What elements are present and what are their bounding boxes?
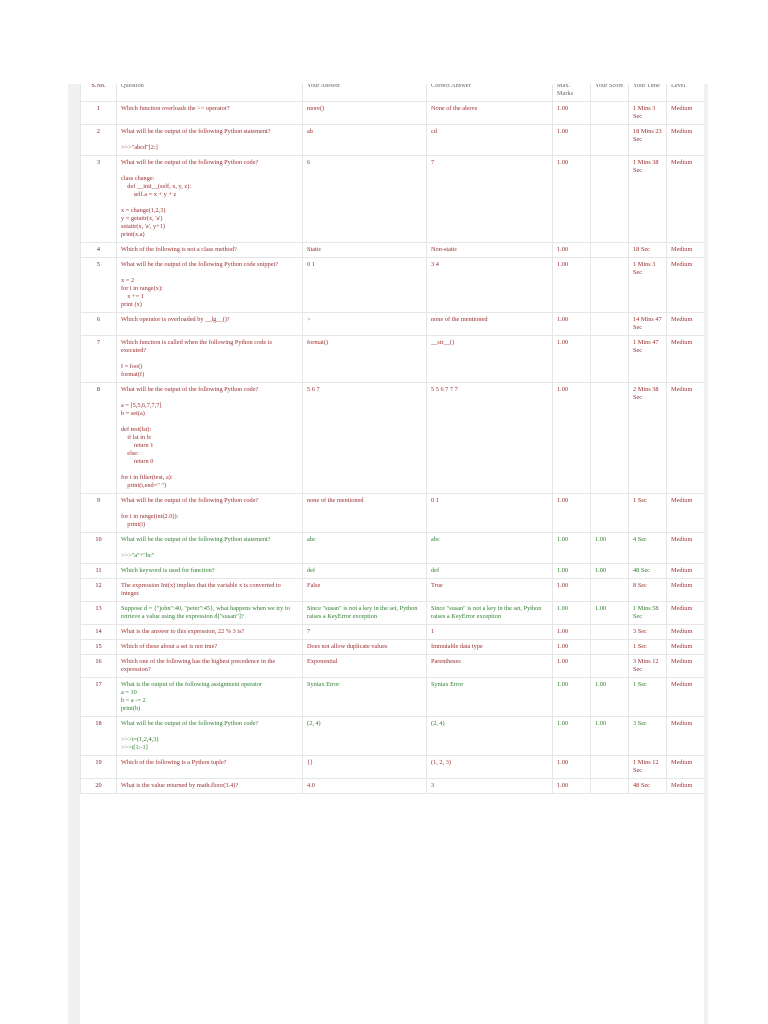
cell-your-time: 48 Sec — [629, 779, 667, 794]
cell-your-answer: Since "susan" is not a key in the set, Python raises a KeyError exception — [303, 602, 427, 625]
cell-your-score — [591, 640, 629, 655]
cell-question: What is the answer to this expression, 22 % 3 is? — [117, 625, 303, 640]
cell-question: What is the output of the following assignment operator a = 10 b = a -= 2 print(b) — [117, 678, 303, 717]
cell-correct-answer: cd — [427, 125, 553, 156]
cell-your-time: 3 Sec — [629, 717, 667, 756]
cell-max-marks: 1.00 — [553, 655, 591, 678]
header-your-score: Your Score — [591, 84, 629, 102]
cell-your-answer: more() — [303, 102, 427, 125]
cell-max-marks: 1.00 — [553, 243, 591, 258]
cell-your-time: 1 Sec — [629, 678, 667, 717]
cell-correct-answer: 5 5 6 7 7 7 — [427, 383, 553, 494]
cell-level: Medium — [667, 717, 705, 756]
cell-level: Medium — [667, 625, 705, 640]
cell-your-time: 3 Mins 12 Sec — [629, 655, 667, 678]
cell-level: Medium — [667, 533, 705, 564]
top-blank-area — [0, 0, 768, 84]
cell-sno: 19 — [81, 756, 117, 779]
cell-question: Which function is called when the following Python code is executed? f = foo() format(f) — [117, 336, 303, 383]
table-row — [81, 336, 705, 383]
cell-level: Medium — [667, 602, 705, 625]
cell-correct-answer: Since "susan" is not a key in the set, Python raises a KeyError exception — [427, 602, 553, 625]
cell-your-score: 1.00 — [591, 678, 629, 717]
cell-your-score — [591, 756, 629, 779]
header-question: Question — [117, 84, 303, 102]
cell-your-score: 1.00 — [591, 564, 629, 579]
cell-max-marks: 1.00 — [553, 258, 591, 313]
table-row — [81, 125, 705, 156]
cell-your-score — [591, 625, 629, 640]
table-row — [81, 156, 705, 243]
cell-question: Which of the following is a Python tuple? — [117, 756, 303, 779]
cell-your-score — [591, 156, 629, 243]
cell-max-marks: 1.00 — [553, 678, 591, 717]
cell-question: Which keyword is used for function? — [117, 564, 303, 579]
cell-your-answer: none of the mentioned — [303, 494, 427, 533]
cell-your-score — [591, 243, 629, 258]
cell-correct-answer: Non-static — [427, 243, 553, 258]
cell-your-time: 1 Mins 47 Sec — [629, 336, 667, 383]
cell-sno: 10 — [81, 533, 117, 564]
cell-your-score — [591, 779, 629, 794]
cell-max-marks: 1.00 — [553, 533, 591, 564]
table-row — [81, 564, 705, 579]
cell-level: Medium — [667, 579, 705, 602]
cell-your-answer: > — [303, 313, 427, 336]
cell-your-score — [591, 102, 629, 125]
cell-sno: 17 — [81, 678, 117, 717]
cell-max-marks: 1.00 — [553, 717, 591, 756]
cell-your-score — [591, 336, 629, 383]
header-your-time: Your Time — [629, 84, 667, 102]
cell-max-marks: 1.00 — [553, 336, 591, 383]
cell-question: Which one of the following has the highest precedence in the expression? — [117, 655, 303, 678]
cell-level: Medium — [667, 655, 705, 678]
cell-level: Medium — [667, 258, 705, 313]
cell-level: Medium — [667, 243, 705, 258]
cell-max-marks: 1.00 — [553, 640, 591, 655]
table-row — [81, 655, 705, 678]
cell-question: What will be the output of the following Python code? >>>t=(1,2,4,3) >>>t[1:-1] — [117, 717, 303, 756]
cell-correct-answer: __str__() — [427, 336, 553, 383]
table-row — [81, 602, 705, 625]
cell-correct-answer: Syntax Error — [427, 678, 553, 717]
cell-your-time: 48 Sec — [629, 564, 667, 579]
header-max-marks: Max. Marks — [553, 84, 591, 102]
cell-your-time: 18 Mins 23 Sec — [629, 125, 667, 156]
table-row — [81, 678, 705, 717]
cell-level: Medium — [667, 313, 705, 336]
cell-correct-answer: None of the above — [427, 102, 553, 125]
header-correct-answer: Correct Answer — [427, 84, 553, 102]
cell-your-answer: 5 6 7 — [303, 383, 427, 494]
cell-your-score — [591, 383, 629, 494]
cell-your-score: 1.00 — [591, 717, 629, 756]
table-row — [81, 383, 705, 494]
cell-question: What will be the output of the following Python code? for i in range(int(2.0)): print(i) — [117, 494, 303, 533]
cell-your-time: 1 Mins 3 Sec — [629, 258, 667, 313]
table-row — [81, 779, 705, 794]
cell-your-answer: format() — [303, 336, 427, 383]
cell-your-time: 1 Mins 3 Sec — [629, 102, 667, 125]
cell-sno: 3 — [81, 156, 117, 243]
cell-your-answer: 6 — [303, 156, 427, 243]
cell-max-marks: 1.00 — [553, 602, 591, 625]
header-level: Level — [667, 84, 705, 102]
cell-your-answer: Exponential — [303, 655, 427, 678]
results-sheet — [80, 84, 704, 1024]
cell-max-marks: 1.00 — [553, 779, 591, 794]
cell-correct-answer: (1, 2, 3) — [427, 756, 553, 779]
cell-your-time: 2 Mins 38 Sec — [629, 383, 667, 494]
cell-question: Which of the following is not a class method? — [117, 243, 303, 258]
cell-level: Medium — [667, 779, 705, 794]
cell-correct-answer: 1 — [427, 625, 553, 640]
cell-sno: 1 — [81, 102, 117, 125]
cell-max-marks: 1.00 — [553, 156, 591, 243]
table-body — [81, 102, 705, 794]
cell-your-answer: 7 — [303, 625, 427, 640]
table-row — [81, 313, 705, 336]
cell-your-answer: ab — [303, 125, 427, 156]
cell-correct-answer: (2, 4) — [427, 717, 553, 756]
cell-correct-answer: 3 — [427, 779, 553, 794]
cell-correct-answer: True — [427, 579, 553, 602]
cell-level: Medium — [667, 336, 705, 383]
cell-sno: 5 — [81, 258, 117, 313]
cell-your-answer: def — [303, 564, 427, 579]
cell-sno: 13 — [81, 602, 117, 625]
cell-your-score — [591, 579, 629, 602]
cell-your-score — [591, 655, 629, 678]
cell-sno: 15 — [81, 640, 117, 655]
cell-question: Suppose d = {"john":40, "peter":45}, what happens when we try to retrieve a value using the expression d["susan"]? — [117, 602, 303, 625]
cell-question: What is the value returned by math.floor(3.4)? — [117, 779, 303, 794]
cell-your-answer: (2, 4) — [303, 717, 427, 756]
cell-level: Medium — [667, 125, 705, 156]
cell-your-time: 3 Sec — [629, 625, 667, 640]
cell-your-time: 14 Mins 47 Sec — [629, 313, 667, 336]
cell-question: What will be the output of the following Python code snippet? x = 2 for i in range(x): x += 1 print (x) — [117, 258, 303, 313]
cell-your-time: 18 Sec — [629, 243, 667, 258]
cell-your-score: 1.00 — [591, 602, 629, 625]
cell-question: Which operator is overloaded by __lg__()? — [117, 313, 303, 336]
cell-sno: 4 — [81, 243, 117, 258]
cell-max-marks: 1.00 — [553, 313, 591, 336]
cell-correct-answer: 7 — [427, 156, 553, 243]
cell-max-marks: 1.00 — [553, 494, 591, 533]
cell-max-marks: 1.00 — [553, 579, 591, 602]
table-row — [81, 102, 705, 125]
cell-your-time: 1 Mins 12 Sec — [629, 756, 667, 779]
cell-your-score: 1.00 — [591, 533, 629, 564]
cell-your-time: 1 Sec — [629, 640, 667, 655]
cell-max-marks: 1.00 — [553, 102, 591, 125]
table-row — [81, 717, 705, 756]
cell-your-answer: Syntax Error — [303, 678, 427, 717]
cell-question: Which function overloads the >> operator? — [117, 102, 303, 125]
cell-your-time: 1 Mins 38 Sec — [629, 156, 667, 243]
cell-level: Medium — [667, 494, 705, 533]
table-row — [81, 756, 705, 779]
table-row — [81, 258, 705, 313]
table-row — [81, 625, 705, 640]
cell-question: What will be the output of the following Python code? class change: def __init__(self, x, y, z): self.a = x + y + z x = change(1,2,3) y = getattr(x, 'a') setattr(x, 'a', y+1) print(x.a) — [117, 156, 303, 243]
cell-sno: 11 — [81, 564, 117, 579]
header-your-answer: Your Answer — [303, 84, 427, 102]
cell-your-score — [591, 125, 629, 156]
cell-sno: 7 — [81, 336, 117, 383]
cell-max-marks: 1.00 — [553, 383, 591, 494]
cell-max-marks: 1.00 — [553, 125, 591, 156]
cell-sno: 18 — [81, 717, 117, 756]
cell-level: Medium — [667, 640, 705, 655]
cell-correct-answer: Immutable data type — [427, 640, 553, 655]
cell-sno: 20 — [81, 779, 117, 794]
cell-level: Medium — [667, 678, 705, 717]
table-row — [81, 533, 705, 564]
cell-level: Medium — [667, 102, 705, 125]
cell-sno: 8 — [81, 383, 117, 494]
table-row — [81, 579, 705, 602]
cell-your-score — [591, 258, 629, 313]
cell-max-marks: 1.00 — [553, 756, 591, 779]
cell-your-time: 1 Mins 58 Sec — [629, 602, 667, 625]
cell-max-marks: 1.00 — [553, 625, 591, 640]
cell-correct-answer: Parentheses — [427, 655, 553, 678]
table-row — [81, 494, 705, 533]
cell-your-answer: False — [303, 579, 427, 602]
cell-level: Medium — [667, 383, 705, 494]
cell-your-answer: 4.0 — [303, 779, 427, 794]
cell-correct-answer: 0 1 — [427, 494, 553, 533]
cell-question: What will be the output of the following Python statement? >>>"a"+"bc" — [117, 533, 303, 564]
cell-your-time: 4 Sec — [629, 533, 667, 564]
cell-sno: 2 — [81, 125, 117, 156]
cell-question: Which of these about a set is not true? — [117, 640, 303, 655]
header-row — [81, 84, 705, 102]
header-sno: S.No. — [81, 84, 117, 102]
cell-correct-answer: abc — [427, 533, 553, 564]
cell-your-answer: Does not allow duplicate values — [303, 640, 427, 655]
cell-question: What will be the output of the following Python code? a = [5,5,6,7,7,7] b = set(a) def test(lst): if lst in b: return 1 else: return 0 for i in filter(test, a): print(i,end=" ") — [117, 383, 303, 494]
cell-level: Medium — [667, 756, 705, 779]
cell-level: Medium — [667, 564, 705, 579]
cell-max-marks: 1.00 — [553, 564, 591, 579]
cell-correct-answer: def — [427, 564, 553, 579]
cell-sno: 6 — [81, 313, 117, 336]
table-row — [81, 640, 705, 655]
cell-your-score — [591, 313, 629, 336]
table-header — [81, 84, 705, 102]
cell-sno: 16 — [81, 655, 117, 678]
cell-your-answer: abc — [303, 533, 427, 564]
cell-your-answer: {} — [303, 756, 427, 779]
cell-your-answer: 0 1 — [303, 258, 427, 313]
cell-correct-answer: 3 4 — [427, 258, 553, 313]
cell-correct-answer: none of the mentioned — [427, 313, 553, 336]
table-row — [81, 243, 705, 258]
cell-question: The expression Int(x) implies that the variable x is converted to integer. — [117, 579, 303, 602]
cell-your-score — [591, 494, 629, 533]
results-table — [80, 84, 704, 794]
cell-question: What will be the output of the following Python statement? >>>"abcd"[2:] — [117, 125, 303, 156]
cell-your-time: 1 Sec — [629, 494, 667, 533]
cell-sno: 12 — [81, 579, 117, 602]
cell-level: Medium — [667, 156, 705, 243]
cell-your-time: 8 Sec — [629, 579, 667, 602]
cell-sno: 14 — [81, 625, 117, 640]
cell-sno: 9 — [81, 494, 117, 533]
cell-your-answer: Static — [303, 243, 427, 258]
